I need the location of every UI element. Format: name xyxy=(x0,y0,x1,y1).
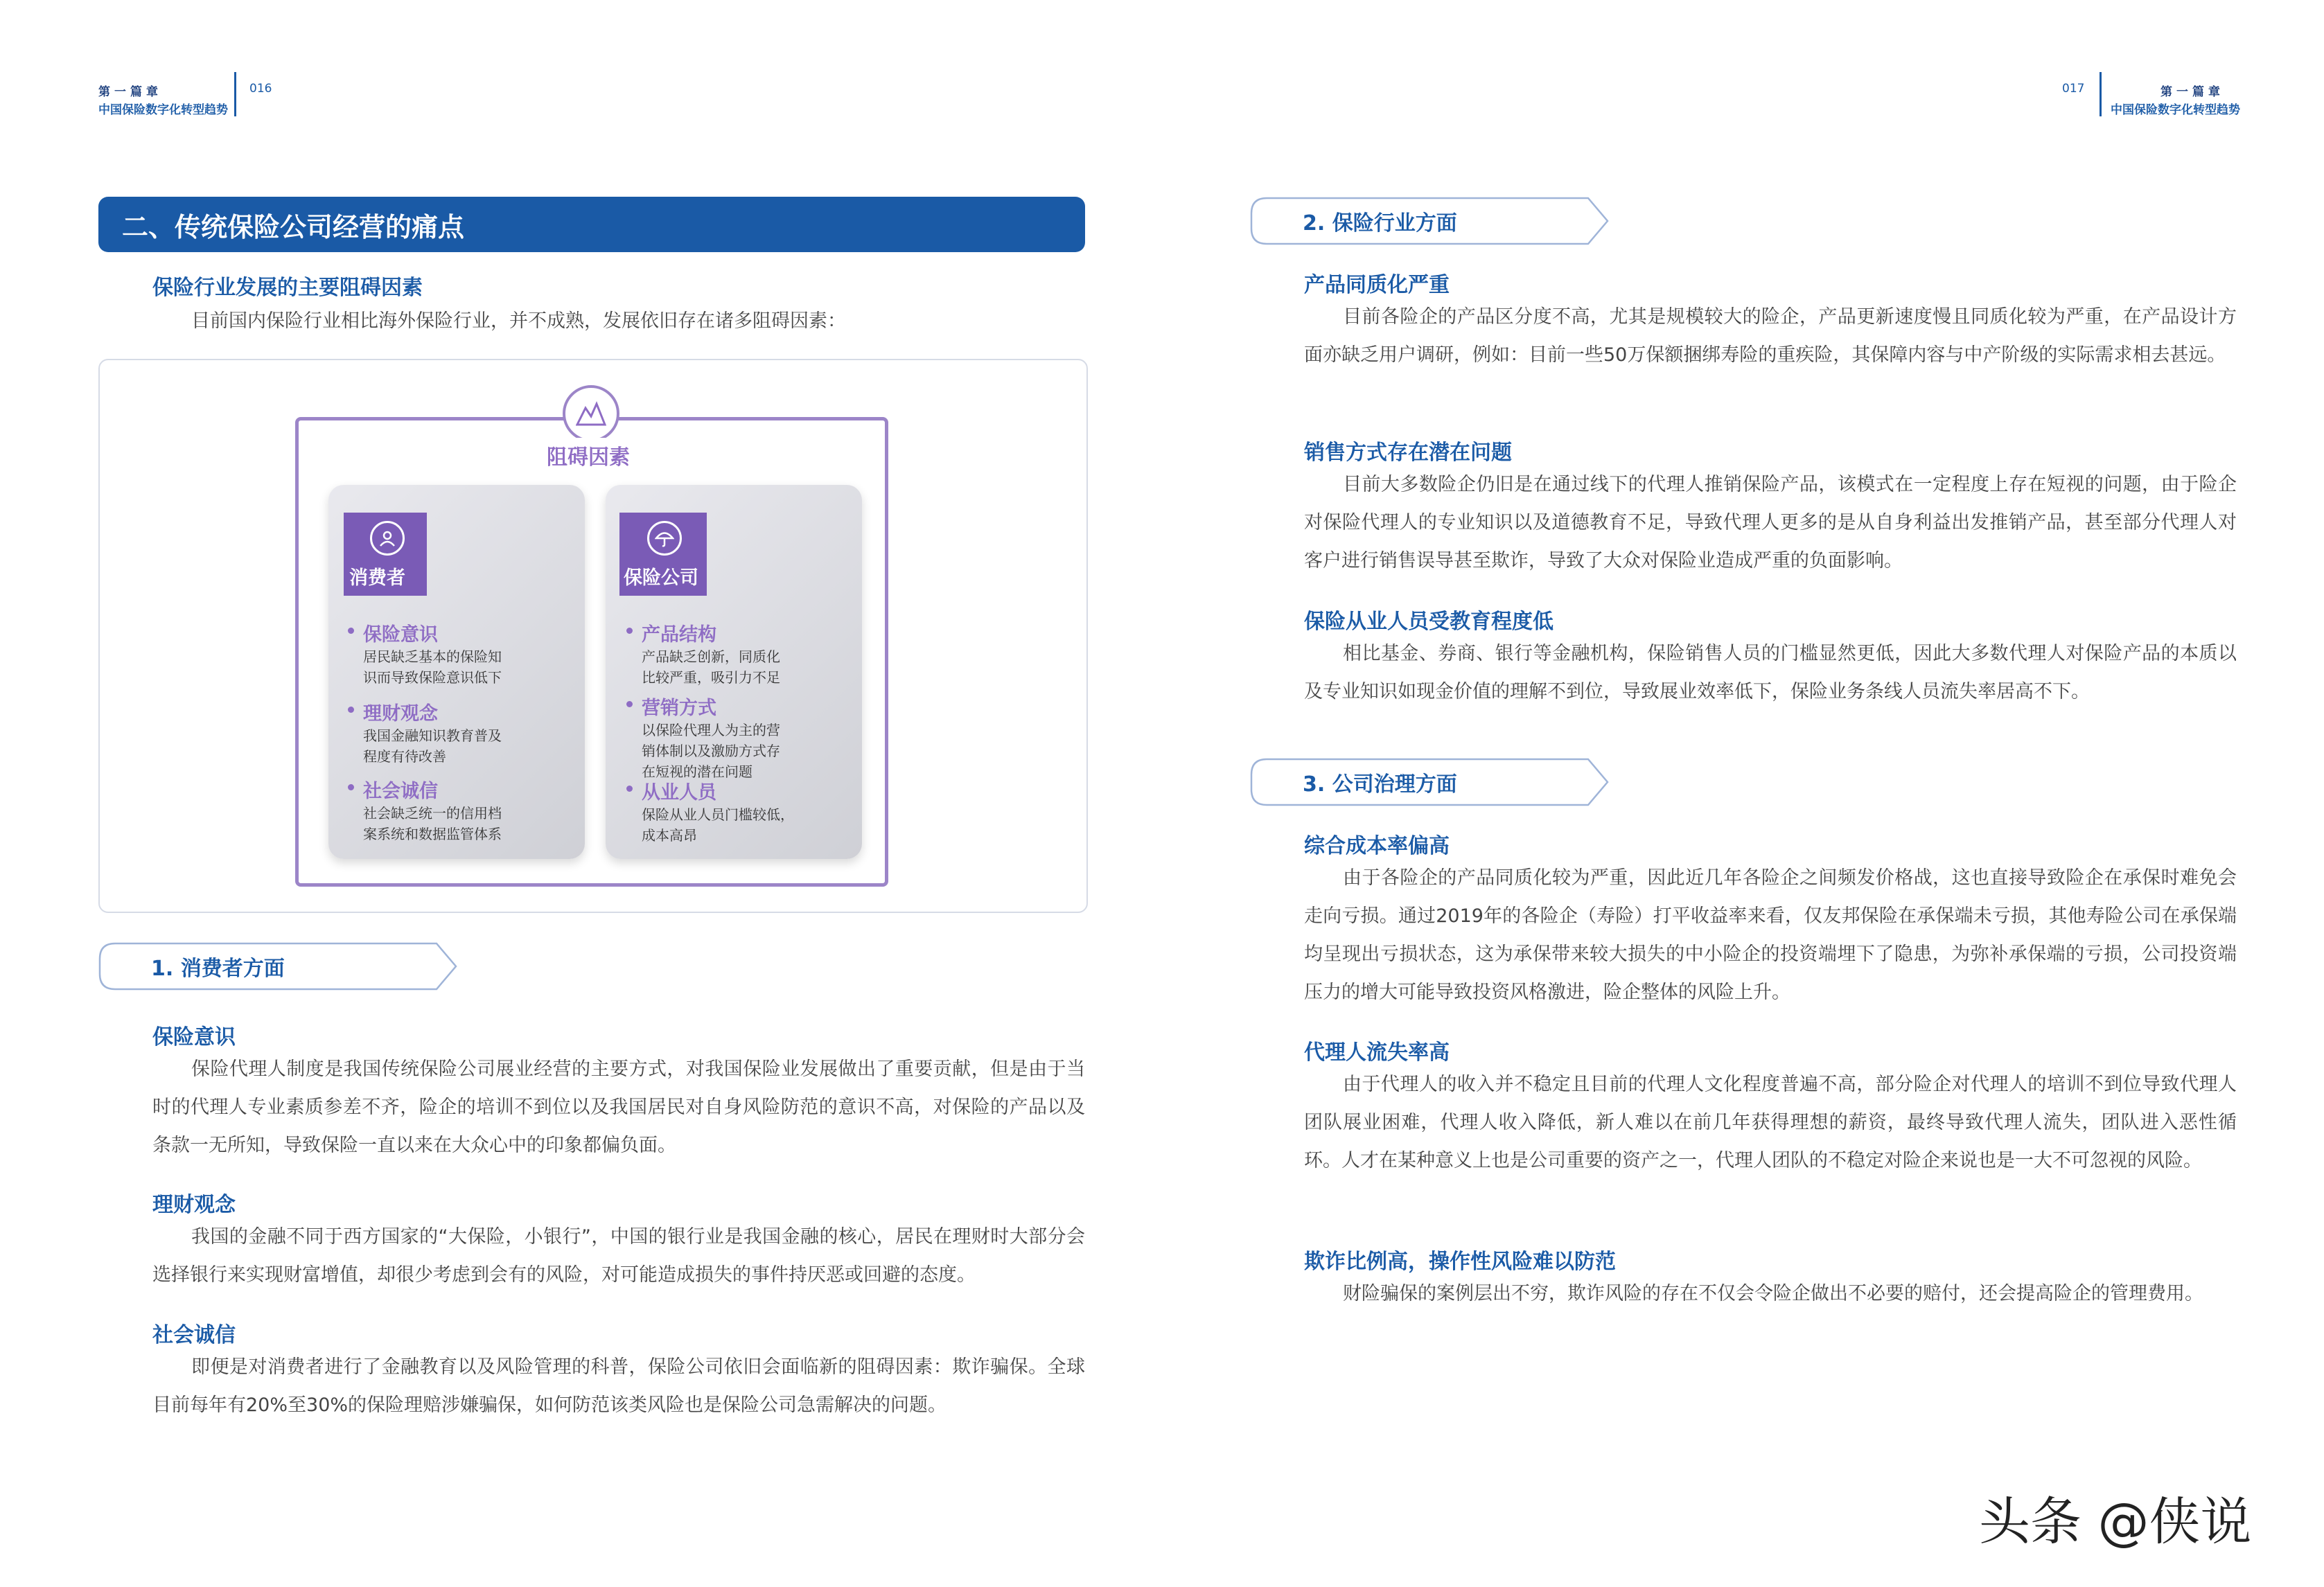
left-chapter-label: 第一篇章 xyxy=(98,85,162,99)
industry-text-2: 目前大多数险企仍旧是在通过线下的代理人推销保险产品，该模式在一定程度上存在短视的问题，由于险企对保险代理人的专业知识以及道德教育不足，导致代理人更多的是从自身利益出发推销产品，甚至部分代理人对客户进行销售误导甚至欺诈，导致了大众对保险业造成严重的负面影响。 xyxy=(1304,474,2237,571)
company-item-title: 从业人员 xyxy=(642,782,716,804)
industry-text-3: 相比基金、券商、银行等金融机构，保险销售人员的门槛显然更低，因此大多数代理人对保险产品的本质以及专业知识如现金价值的理解不到位，导致展业效率低下，保险业务条线人员流失率居高不下。 xyxy=(1304,643,2237,702)
company-item-line: 保险从业人员门槛较低， xyxy=(642,806,794,823)
governance-text-3: 财险骗保的案例层出不穷，欺诈风险的存在不仅会令险企做出不必要的赔付，还会提高险企的管理费用。 xyxy=(1343,1283,2203,1304)
tab-industry-label: 2. 保险行业方面 xyxy=(1303,211,1457,236)
company-card xyxy=(606,485,862,859)
consumer-heading-3: 社会诚信 xyxy=(152,1323,236,1347)
company-badge-label: 保险公司 xyxy=(624,567,698,589)
figure-title: 阻碍因素 xyxy=(529,438,647,472)
consumer-text-3: 即便是对消费者进行了金融教育以及风险管理的科普，保险公司依旧会面临新的阻碍因素：欺诈骗保。全球目前每年有20%至30%的保险理赔涉嫌骗保，如何防范该类风险也是保险公司急需解决的问题。 xyxy=(152,1356,1085,1416)
right-chapter-label: 第一篇章 xyxy=(2160,85,2224,99)
tab-consumer-label: 1. 消费者方面 xyxy=(151,957,285,981)
company-item-title: 营销方式 xyxy=(642,698,716,719)
consumer-item-line: 案系统和数据监管体系 xyxy=(363,826,502,842)
tab-governance xyxy=(1250,758,1610,806)
governance-text-1: 由于各险企的产品同质化较为严重，因此近几年各险企之间频发价格战，这也直接导致险企在承保时难免会走向亏损。通过2019年的各险企（寿险）打平收益率来看，仅友邦保险在承保端未亏损，其他寿险公司在承保端均呈现出亏损状态，这为承保带来较大损失的中小险企的投资端埋下了隐患，为弥补承保端的亏损，公司投资端压力的增大可能导致投资风格激进，险企整体的风险上升。 xyxy=(1304,867,2237,1003)
company-item-line: 以保险代理人为主的营 xyxy=(642,722,780,738)
section-title-banner xyxy=(98,197,1085,252)
bullet-dot xyxy=(348,707,354,713)
bullet-dot xyxy=(626,628,633,634)
company-item-2 xyxy=(642,693,850,782)
left-book-subtitle: 中国保险数字化转型趋势 xyxy=(98,103,228,117)
consumer-heading-2: 理财观念 xyxy=(152,1193,236,1217)
bullet-dot xyxy=(348,628,354,634)
right-page-number: 017 xyxy=(2062,82,2085,96)
consumer-text-1: 保险代理人制度是我国传统保险公司展业经营的主要方式，对我国保险业发展做出了重要贡献，但是由于当时的代理人专业素质参差不齐，险企的培训不到位以及我国居民对自身风险防范的意识不高，对保险的产品以及条款一无所知，导致保险一直以来在大众心中的印象都偏负面。 xyxy=(152,1058,1085,1156)
consumer-text-2: 我国的金融不同于西方国家的“大保险，小银行”，中国的银行业是我国金融的核心，居民在理财时大部分会选择银行来实现财富增值，却很少考虑到会有的风险，对可能造成损失的事件持厌恶或回避的态度。 xyxy=(152,1226,1085,1286)
right-header-divider xyxy=(2099,72,2102,116)
company-item-line: 在短视的潜在问题 xyxy=(642,763,752,780)
industry-heading-2: 销售方式存在潜在问题 xyxy=(1304,441,1512,465)
user-icon xyxy=(370,521,405,556)
consumer-badge-label: 消费者 xyxy=(349,567,405,589)
tab-industry xyxy=(1250,197,1610,245)
left-header-divider xyxy=(234,72,236,116)
tab-governance-label: 3. 公司治理方面 xyxy=(1303,772,1457,797)
consumer-item-line: 我国金融知识教育普及 xyxy=(363,727,502,744)
consumer-item-line: 社会缺乏统一的信用档 xyxy=(363,805,502,822)
consumer-item-3 xyxy=(363,776,571,844)
consumer-item-title: 理财观念 xyxy=(363,703,438,725)
company-badge xyxy=(619,513,707,596)
company-item-line: 成本高昂 xyxy=(642,827,697,844)
consumer-item-line: 识而导致保险意识低下 xyxy=(363,669,502,686)
company-item-line: 产品缺乏创新，同质化 xyxy=(642,648,780,665)
governance-text-2: 由于代理人的收入并不稳定且目前的代理人文化程度普遍不高，部分险企对代理人的培训不到位导致代理人团队展业困难，代理人收入降低，新人难以在前几年获得理想的薪资，最终导致代理人流失，团队进入恶性循环。人才在某种意义上也是公司重要的资产之一，代理人团队的不稳定对险企来说也是一大不可忽视的风险。 xyxy=(1304,1074,2237,1171)
consumer-item-line: 程度有待改善 xyxy=(363,748,446,765)
company-item-title: 产品结构 xyxy=(642,624,716,646)
company-item-3 xyxy=(642,777,850,846)
consumer-item-title: 保险意识 xyxy=(363,624,438,646)
company-item-line: 销体制以及激励方式存 xyxy=(642,743,780,759)
consumer-badge xyxy=(344,513,427,596)
consumer-item-1 xyxy=(363,619,571,688)
bullet-dot xyxy=(626,786,633,792)
industry-heading-1: 产品同质化严重 xyxy=(1304,273,1450,297)
intro-text: 目前国内保险行业相比海外保险行业，并不成熟，发展依旧存在诸多阻碍因素： xyxy=(191,310,846,332)
governance-heading-3: 欺诈比例高，操作性风险难以防范 xyxy=(1304,1250,1616,1274)
governance-heading-2: 代理人流失率高 xyxy=(1304,1040,1450,1065)
watermark: 头条 @侠说 xyxy=(1979,1492,2252,1552)
company-item-1 xyxy=(642,619,850,688)
bullet-dot xyxy=(626,701,633,707)
obstacle-figure xyxy=(98,359,1088,913)
right-book-subtitle: 中国保险数字化转型趋势 xyxy=(2111,103,2240,117)
industry-text-1: 目前各险企的产品区分度不高，尤其是规模较大的险企，产品更新速度慢且同质化较为严重，在产品设计方面亦缺乏用户调研，例如：目前一些50万保额捆绑寿险的重疾险，其保障内容与中产阶级的实际需求相去甚远。 xyxy=(1304,306,2237,366)
umbrella-icon xyxy=(647,521,682,556)
industry-heading-3: 保险从业人员受教育程度低 xyxy=(1304,610,1553,634)
governance-heading-1: 综合成本率偏高 xyxy=(1304,834,1450,858)
left-page-number: 016 xyxy=(249,82,272,96)
section-title: 二、传统保险公司经营的痛点 xyxy=(122,211,465,242)
consumer-item-title: 社会诚信 xyxy=(363,781,438,802)
tab-consumer xyxy=(98,942,459,991)
consumer-item-line: 居民缺乏基本的保险知 xyxy=(363,648,502,665)
consumer-heading-1: 保险意识 xyxy=(152,1025,236,1049)
bullet-dot xyxy=(348,784,354,790)
consumer-item-2 xyxy=(363,698,571,767)
consumer-card xyxy=(328,485,585,859)
intro-heading: 保险行业发展的主要阻碍因素 xyxy=(152,276,423,300)
company-item-line: 比较严重，吸引力不足 xyxy=(642,669,780,686)
mountain-icon xyxy=(563,385,619,442)
